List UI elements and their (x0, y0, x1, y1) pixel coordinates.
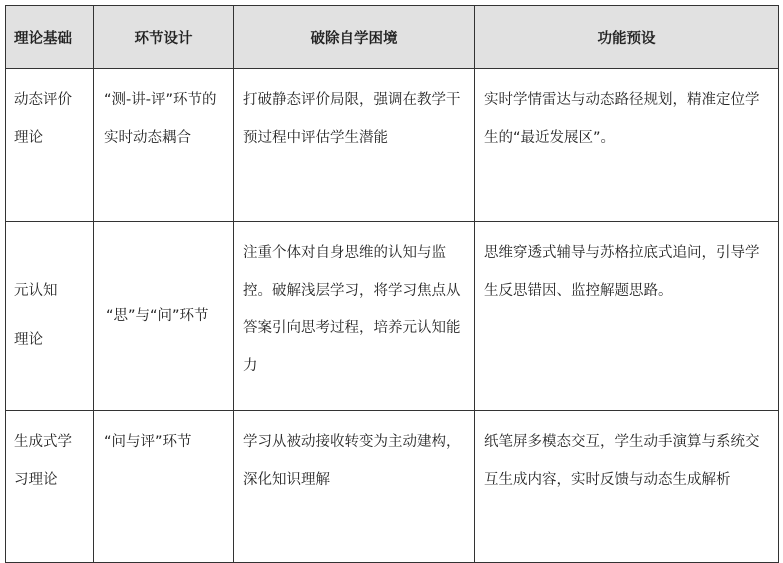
table-header-row (6, 6, 779, 69)
cell-design: “思”与“问”环节 (94, 222, 234, 411)
cell-breakthrough: 注重个体对自身思维的认知与监控。破解浅层学习，将学习焦点从答案引向思考过程，培养元认知能力 (234, 222, 475, 411)
cell-breakthrough: 学习从被动接收转变为主动建构，深化知识理解 (234, 411, 475, 563)
cell-function: 实时学情雷达与动态路径规划，精准定位学生的“最近发展区”。 (475, 69, 779, 222)
header-theory: 理论基础 (6, 6, 94, 69)
table-row (6, 69, 779, 222)
table-row (6, 222, 779, 411)
cell-design: “问与评”环节 (94, 411, 234, 563)
cell-theory: 动态评价理论 (6, 69, 94, 222)
cell-design: “测-讲-评”环节的实时动态耦合 (94, 69, 234, 222)
header-function: 功能预设 (475, 6, 779, 69)
cell-theory: 生成式学习理论 (6, 411, 94, 563)
theory-table (5, 5, 779, 563)
table-row (6, 411, 779, 563)
cell-theory: 元认知理论 (6, 222, 94, 411)
header-breakthrough: 破除自学困境 (234, 6, 475, 69)
header-design: 环节设计 (94, 6, 234, 69)
cell-breakthrough: 打破静态评价局限，强调在教学干预过程中评估学生潜能 (234, 69, 475, 222)
cell-function: 纸笔屏多模态交互，学生动手演算与系统交互生成内容，实时反馈与动态生成解析 (475, 411, 779, 563)
cell-function: 思维穿透式辅导与苏格拉底式追问，引导学生反思错因、监控解题思路。 (475, 222, 779, 411)
